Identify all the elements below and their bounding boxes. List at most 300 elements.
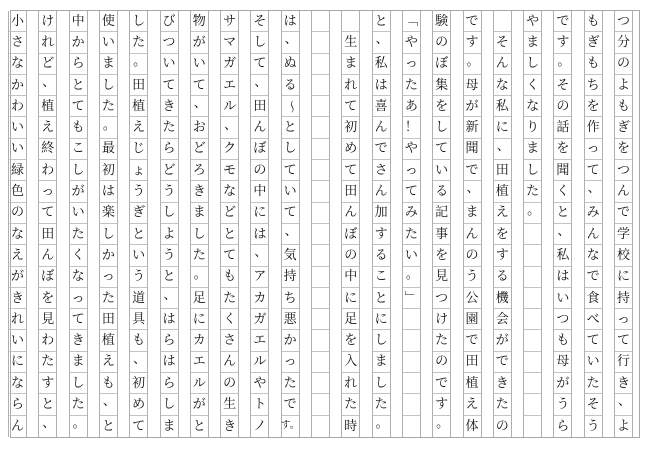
manuscript-cell: さ (221, 331, 238, 352)
manuscript-cell: し (100, 224, 117, 245)
manuscript-cell: の (9, 203, 26, 224)
manuscript-cell: の (464, 245, 481, 266)
manuscript-cell: な (9, 54, 26, 75)
manuscript-cell: た (70, 224, 87, 245)
manuscript-cell: 中 (251, 181, 268, 202)
manuscript-cell (403, 331, 420, 352)
manuscript-cell: う (586, 418, 600, 434)
manuscript-cell: ぼ (342, 224, 359, 245)
manuscript-cell: 見 (39, 309, 56, 330)
manuscript-cell: に (191, 309, 208, 330)
manuscript-cell: つ (161, 32, 178, 53)
manuscript-cell: ん (342, 203, 359, 224)
manuscript-cell: く (221, 309, 238, 330)
manuscript-cell: 。 (72, 415, 86, 431)
manuscript-cell: 作 (585, 118, 602, 139)
manuscript-cell: ル (221, 96, 238, 117)
manuscript-cell: よ (615, 75, 632, 96)
manuscript-cell: 喜 (373, 96, 390, 117)
manuscript-cell: め (342, 139, 359, 160)
manuscript-column (341, 11, 360, 437)
manuscript-cell: ん (39, 245, 56, 266)
manuscript-sheet (10, 10, 640, 438)
manuscript-cell: 植 (464, 373, 481, 394)
manuscript-cell: ろ (191, 160, 208, 181)
manuscript-cell: べ (585, 309, 602, 330)
manuscript-cell: か (282, 331, 299, 352)
manuscript-cell: た (524, 181, 541, 202)
manuscript-cell: さ (373, 160, 390, 181)
manuscript-cell: た (100, 96, 117, 117)
manuscript-cell: は (161, 309, 178, 330)
manuscript-cell: ら (161, 139, 178, 160)
manuscript-cell: の (433, 352, 450, 373)
manuscript-cell: き (70, 331, 87, 352)
manuscript-cell: ん (221, 352, 238, 373)
manuscript-cell: ぼ (39, 267, 56, 288)
manuscript-cell: 田 (100, 309, 117, 330)
manuscript-cell: そ (585, 394, 602, 415)
manuscript-cell (312, 373, 329, 394)
manuscript-cell: 母 (554, 352, 571, 373)
manuscript-cell: き (191, 181, 208, 202)
manuscript-cell: も (221, 267, 238, 288)
manuscript-cell: 持 (615, 288, 632, 309)
manuscript-cell: で (282, 394, 299, 415)
manuscript-cell: 緑 (9, 160, 26, 181)
manuscript-cell: み (403, 203, 420, 224)
manuscript-cell: 。 (100, 118, 117, 139)
manuscript-cell: を (39, 288, 56, 309)
manuscript-cell (312, 352, 329, 373)
manuscript-cell: 。 (436, 415, 450, 431)
manuscript-column (220, 11, 239, 437)
manuscript-cell: そ (251, 11, 268, 32)
manuscript-cell: 入 (342, 352, 359, 373)
manuscript-cell: い (554, 288, 571, 309)
manuscript-cell: じ (130, 139, 147, 160)
manuscript-cell: の (615, 54, 632, 75)
manuscript-cell: 、 (464, 181, 481, 202)
manuscript-cell: っ (615, 309, 632, 330)
manuscript-cell: す (464, 32, 481, 53)
manuscript-cell: と (221, 224, 238, 245)
manuscript-cell: え (494, 203, 511, 224)
manuscript-cell (312, 54, 329, 75)
manuscript-cell: ガ (251, 309, 268, 330)
manuscript-cell: 。 (554, 54, 571, 75)
manuscript-cell: ま (464, 203, 481, 224)
manuscript-cell: い (9, 118, 26, 139)
manuscript-cell: ま (524, 32, 541, 53)
manuscript-cell: を (554, 139, 571, 160)
manuscript-cell (312, 160, 329, 181)
manuscript-cell: 学 (615, 224, 632, 245)
manuscript-cell: る (282, 75, 299, 96)
manuscript-cell (524, 352, 541, 373)
manuscript-cell: て (615, 331, 632, 352)
manuscript-cell: で (494, 352, 511, 373)
manuscript-cell (524, 288, 541, 309)
manuscript-cell: ま (70, 352, 87, 373)
manuscript-cell: び (161, 11, 178, 32)
manuscript-cell: も (130, 331, 147, 352)
manuscript-cell: い (191, 54, 208, 75)
manuscript-cell (312, 309, 329, 330)
manuscript-cell: な (9, 224, 26, 245)
manuscript-cell: ガ (221, 54, 238, 75)
manuscript-cell: し (373, 331, 390, 352)
manuscript-cell: っ (282, 352, 299, 373)
manuscript-cell: こ (373, 267, 390, 288)
manuscript-cell: を (585, 96, 602, 117)
manuscript-cell: こ (70, 139, 87, 160)
manuscript-cell: ん (615, 181, 632, 202)
manuscript-cell: 田 (130, 75, 147, 96)
manuscript-cell: に (494, 118, 511, 139)
manuscript-cell: で (585, 267, 602, 288)
manuscript-cell (524, 245, 541, 266)
manuscript-cell: は (282, 11, 299, 32)
manuscript-cell: 公 (464, 288, 481, 309)
manuscript-cell: わ (9, 96, 26, 117)
manuscript-cell: い (100, 32, 117, 53)
manuscript-cell: 終 (39, 139, 56, 160)
manuscript-cell: 足 (191, 288, 208, 309)
manuscript-cell: た (403, 75, 420, 96)
manuscript-cell: ら (161, 331, 178, 352)
manuscript-cell: 生 (221, 394, 238, 415)
manuscript-cell: は (161, 352, 178, 373)
manuscript-cell: ら (70, 54, 87, 75)
manuscript-cell: 新 (464, 118, 481, 139)
manuscript-cell: が (554, 373, 571, 394)
manuscript-cell: 初 (130, 373, 147, 394)
manuscript-cell: て (342, 160, 359, 181)
manuscript-column (553, 11, 572, 437)
manuscript-cell: ど (221, 203, 238, 224)
manuscript-cell (312, 331, 329, 352)
manuscript-cell: し (251, 32, 268, 53)
manuscript-column (432, 11, 451, 437)
manuscript-cell: の (495, 418, 509, 434)
manuscript-cell: く (524, 75, 541, 96)
manuscript-cell: な (221, 181, 238, 202)
manuscript-cell: か (100, 245, 117, 266)
manuscript-cell: 、 (191, 96, 208, 117)
manuscript-cell: に (615, 267, 632, 288)
manuscript-cell: て (70, 309, 87, 330)
manuscript-cell: を (433, 96, 450, 117)
manuscript-cell: ど (39, 54, 56, 75)
manuscript-cell: い (403, 245, 420, 266)
manuscript-cell: う (130, 267, 147, 288)
manuscript-cell: 小 (9, 11, 26, 32)
manuscript-cell: て (282, 203, 299, 224)
manuscript-cell: ル (251, 352, 268, 373)
manuscript-cell: い (9, 331, 26, 352)
manuscript-cell: け (433, 309, 450, 330)
manuscript-cell: ﹁ (403, 11, 420, 32)
manuscript-cell: 、 (251, 75, 268, 96)
manuscript-cell (524, 373, 541, 394)
manuscript-cell (312, 32, 329, 53)
manuscript-cell: え (39, 118, 56, 139)
manuscript-cell: る (433, 181, 450, 202)
manuscript-cell: 聞 (554, 160, 571, 181)
manuscript-cell: 機 (494, 288, 511, 309)
manuscript-cell: サ (221, 11, 238, 32)
manuscript-cell: て (251, 54, 268, 75)
manuscript-cell: て (433, 139, 450, 160)
manuscript-cell: 食 (585, 288, 602, 309)
manuscript-cell: 。 (464, 54, 481, 75)
manuscript-cell: き (494, 373, 511, 394)
manuscript-cell: た (191, 245, 208, 266)
manuscript-cell: て (403, 181, 420, 202)
manuscript-cell: は (373, 75, 390, 96)
manuscript-cell: ノ (253, 418, 267, 434)
manuscript-cell: 田 (464, 352, 481, 373)
manuscript-cell: く (70, 245, 87, 266)
manuscript-cell: や (524, 11, 541, 32)
manuscript-cell: す (494, 245, 511, 266)
manuscript-cell: 色 (9, 181, 26, 202)
manuscript-cell: そ (554, 75, 571, 96)
manuscript-cell: 体 (465, 418, 479, 434)
manuscript-cell (312, 139, 329, 160)
manuscript-cell: た (433, 331, 450, 352)
manuscript-column (190, 11, 209, 437)
manuscript-cell (312, 224, 329, 245)
manuscript-cell: 植 (100, 331, 117, 352)
manuscript-cell: し (161, 394, 178, 415)
manuscript-cell: し (191, 224, 208, 245)
manuscript-cell: た (342, 394, 359, 415)
manuscript-cell: 足 (342, 309, 359, 330)
manuscript-cell: と (39, 394, 56, 415)
manuscript-cell: 、 (282, 32, 299, 53)
manuscript-cell: と (373, 11, 390, 32)
manuscript-cell: た (494, 394, 511, 415)
manuscript-cell: も (554, 331, 571, 352)
manuscript-cell: し (373, 373, 390, 394)
manuscript-cell (403, 352, 420, 373)
manuscript-cell: ま (524, 139, 541, 160)
manuscript-cell: な (524, 96, 541, 117)
manuscript-cell: は (100, 181, 117, 202)
manuscript-cell: 分 (615, 32, 632, 53)
manuscript-cell (403, 373, 420, 394)
manuscript-cell: 見 (433, 267, 450, 288)
manuscript-cell: 母 (464, 75, 481, 96)
manuscript-cell: を (433, 245, 450, 266)
manuscript-cell: け (39, 11, 56, 32)
manuscript-cell: う (130, 181, 147, 202)
manuscript-cell: 。 (191, 267, 208, 288)
manuscript-cell: で (464, 11, 481, 32)
manuscript-cell: ﹂ (403, 288, 420, 309)
manuscript-cell: り (524, 118, 541, 139)
manuscript-column (523, 11, 542, 437)
manuscript-cell: ょ (130, 160, 147, 181)
manuscript-cell: う (554, 394, 571, 415)
manuscript-cell: っ (39, 181, 56, 202)
manuscript-cell: 道 (130, 288, 147, 309)
manuscript-cell: で (433, 373, 450, 394)
manuscript-cell: 験 (433, 11, 450, 32)
manuscript-cell: ぬ (282, 54, 299, 75)
manuscript-cell: た (585, 373, 602, 394)
manuscript-cell: ん (585, 224, 602, 245)
manuscript-cell: い (70, 203, 87, 224)
manuscript-cell: ト (251, 394, 268, 415)
manuscript-cell: エ (221, 75, 238, 96)
manuscript-cell: な (70, 267, 87, 288)
manuscript-cell: い (585, 352, 602, 373)
manuscript-cell: ん (251, 118, 268, 139)
manuscript-cell: を (342, 331, 359, 352)
manuscript-cell: れ (39, 32, 56, 53)
manuscript-cell: モ (221, 160, 238, 181)
manuscript-cell: と (373, 288, 390, 309)
manuscript-cell: で (464, 160, 481, 181)
manuscript-cell: 、 (585, 181, 602, 202)
manuscript-cell: 集 (433, 75, 450, 96)
manuscript-cell: い (9, 139, 26, 160)
manuscript-cell: 、 (42, 415, 56, 431)
manuscript-cell: る (494, 267, 511, 288)
manuscript-cell: と (282, 118, 299, 139)
manuscript-cell (524, 416, 541, 437)
manuscript-cell (312, 394, 329, 415)
manuscript-cell: っ (70, 288, 87, 309)
manuscript-cell: 事 (433, 224, 450, 245)
manuscript-cell: 最 (100, 139, 117, 160)
manuscript-cell: を (615, 139, 632, 160)
manuscript-cell: き (615, 373, 632, 394)
manuscript-cell: わ (39, 331, 56, 352)
manuscript-cell: と (130, 224, 147, 245)
manuscript-cell: 気 (282, 245, 299, 266)
manuscript-cell: で (373, 139, 390, 160)
manuscript-cell: ク (221, 139, 238, 160)
manuscript-cell: と (192, 418, 206, 434)
manuscript-column (129, 11, 148, 437)
manuscript-cell: ぎ (130, 203, 147, 224)
manuscript-cell (312, 203, 329, 224)
manuscript-cell (312, 75, 329, 96)
manuscript-cell: 楽 (100, 203, 117, 224)
manuscript-cell: ま (100, 54, 117, 75)
manuscript-cell (312, 118, 329, 139)
manuscript-cell: た (221, 288, 238, 309)
manuscript-cell: カ (191, 331, 208, 352)
manuscript-cell: 記 (433, 203, 450, 224)
manuscript-cell (312, 288, 329, 309)
manuscript-column (8, 11, 27, 437)
manuscript-cell: た (100, 288, 117, 309)
manuscript-cell: が (464, 96, 481, 117)
manuscript-cell: っ (403, 160, 420, 181)
manuscript-cell: が (70, 181, 87, 202)
manuscript-cell: っ (403, 54, 420, 75)
manuscript-cell: も (585, 54, 602, 75)
manuscript-cell: 私 (494, 96, 511, 117)
manuscript-cell: か (70, 32, 87, 53)
manuscript-cell (524, 394, 541, 415)
manuscript-cell: 私 (554, 245, 571, 266)
manuscript-cell: る (373, 245, 390, 266)
manuscript-cell: て (282, 160, 299, 181)
manuscript-cell: 、 (100, 394, 117, 415)
manuscript-cell: 。 (524, 203, 541, 224)
manuscript-cell: し (161, 203, 178, 224)
manuscript-cell: や (403, 32, 420, 53)
manuscript-cell: 田 (494, 160, 511, 181)
manuscript-cell: わ (39, 160, 56, 181)
manuscript-cell (403, 309, 420, 330)
manuscript-cell: し (100, 75, 117, 96)
manuscript-cell: て (342, 96, 359, 117)
manuscript-cell: の (251, 160, 268, 181)
manuscript-cell: て (191, 75, 208, 96)
manuscript-cell: ん (373, 118, 390, 139)
manuscript-cell: え (464, 394, 481, 415)
manuscript-cell: す (433, 394, 450, 415)
manuscript-cell: 校 (615, 245, 632, 266)
manuscript-cell (312, 416, 329, 437)
manuscript-cell: て (39, 203, 56, 224)
manuscript-cell: ま (342, 54, 359, 75)
manuscript-cell: 悪 (282, 309, 299, 330)
manuscript-column (38, 11, 57, 437)
manuscript-cell: よ (161, 224, 178, 245)
manuscript-cell: つ (615, 160, 632, 181)
manuscript-cell: す (39, 373, 56, 394)
manuscript-cell: が (191, 32, 208, 53)
manuscript-cell (403, 416, 420, 437)
manuscript-cell: カ (251, 288, 268, 309)
manuscript-cell: 具 (130, 309, 147, 330)
manuscript-cell: 私 (373, 54, 390, 75)
manuscript-cell: し (282, 139, 299, 160)
manuscript-cell: え (130, 118, 147, 139)
manuscript-cell: え (9, 245, 26, 266)
manuscript-cell: に (342, 288, 359, 309)
manuscript-cell: し (524, 54, 541, 75)
manuscript-column (402, 11, 421, 437)
manuscript-cell: で (554, 11, 571, 32)
manuscript-cell: い (130, 245, 147, 266)
manuscript-column (372, 11, 391, 437)
manuscript-cell: 行 (615, 352, 632, 373)
manuscript-cell: に (373, 309, 390, 330)
manuscript-cell: た (70, 394, 87, 415)
manuscript-cell: す (554, 32, 571, 53)
manuscript-cell: た (161, 118, 178, 139)
manuscript-cell: ま (191, 203, 208, 224)
manuscript-cell: ぎ (585, 32, 602, 53)
manuscript-cell (524, 331, 541, 352)
manuscript-cell: た (403, 224, 420, 245)
manuscript-column (99, 11, 118, 437)
manuscript-cell: 。 (375, 415, 389, 431)
manuscript-column (160, 11, 179, 437)
manuscript-cell: に (251, 203, 268, 224)
manuscript-cell: い (433, 160, 450, 181)
manuscript-cell: を (494, 224, 511, 245)
